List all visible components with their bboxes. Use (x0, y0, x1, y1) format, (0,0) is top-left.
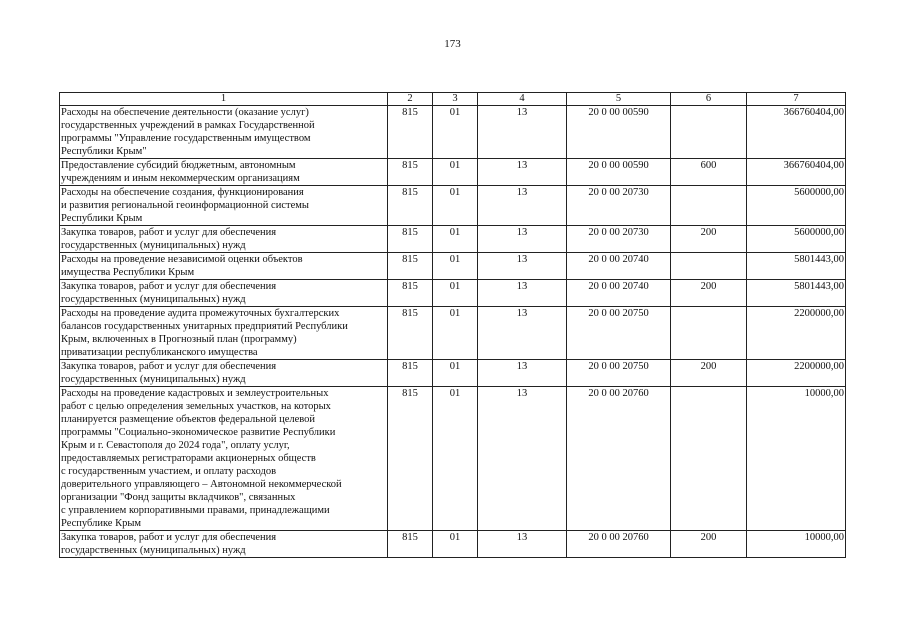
table-row (60, 186, 846, 226)
column-header: 7 (747, 93, 846, 106)
page-number: 173 (444, 38, 461, 50)
subsection-cell: 13 (478, 280, 567, 307)
section-cell: 01 (433, 106, 478, 159)
subsection-cell: 13 (478, 106, 567, 159)
section-cell: 01 (433, 226, 478, 253)
section-cell: 01 (433, 360, 478, 387)
target-article-cell: 20 0 00 20740 (567, 280, 671, 307)
expense-kind-cell: 200 (671, 360, 747, 387)
expense-kind-cell (671, 106, 747, 159)
column-header: 4 (478, 93, 567, 106)
subsection-cell: 13 (478, 531, 567, 558)
subsection-cell: 13 (478, 186, 567, 226)
expense-kind-cell: 200 (671, 531, 747, 558)
amount-cell: 5801443,00 (747, 253, 846, 280)
expense-kind-cell: 600 (671, 159, 747, 186)
amount-cell: 2200000,00 (747, 360, 846, 387)
expense-name-cell: Расходы на обеспечение деятельности (оказание услуг) государственных учреждений в рамках Государственной программы "Управление государственным имуществом Республики Крым" (60, 106, 388, 159)
section-cell: 01 (433, 186, 478, 226)
ministry-code-cell: 815 (388, 531, 433, 558)
ministry-code-cell: 815 (388, 253, 433, 280)
ministry-code-cell: 815 (388, 106, 433, 159)
budget-table (59, 92, 846, 558)
expense-name-cell: Закупка товаров, работ и услуг для обеспечения государственных (муниципальных) нужд (60, 360, 388, 387)
table-row (60, 360, 846, 387)
table-row (60, 159, 846, 186)
ministry-code-cell: 815 (388, 226, 433, 253)
section-cell: 01 (433, 253, 478, 280)
ministry-code-cell: 815 (388, 307, 433, 360)
target-article-cell: 20 0 00 20730 (567, 186, 671, 226)
subsection-cell: 13 (478, 387, 567, 531)
target-article-cell: 20 0 00 00590 (567, 159, 671, 186)
expense-kind-cell: 200 (671, 226, 747, 253)
expense-kind-cell (671, 253, 747, 280)
amount-cell: 10000,00 (747, 387, 846, 531)
column-header: 5 (567, 93, 671, 106)
section-cell: 01 (433, 159, 478, 186)
section-cell: 01 (433, 307, 478, 360)
subsection-cell: 13 (478, 159, 567, 186)
table-row (60, 253, 846, 280)
table-row (60, 280, 846, 307)
target-article-cell: 20 0 00 20740 (567, 253, 671, 280)
column-header: 1 (60, 93, 388, 106)
table-row (60, 307, 846, 360)
ministry-code-cell: 815 (388, 387, 433, 531)
column-header: 6 (671, 93, 747, 106)
subsection-cell: 13 (478, 226, 567, 253)
target-article-cell: 20 0 00 20730 (567, 226, 671, 253)
expense-name-cell: Закупка товаров, работ и услуг для обеспечения государственных (муниципальных) нужд (60, 280, 388, 307)
target-article-cell: 20 0 00 20750 (567, 307, 671, 360)
amount-cell: 5600000,00 (747, 186, 846, 226)
ministry-code-cell: 815 (388, 280, 433, 307)
expense-kind-cell (671, 186, 747, 226)
amount-cell: 10000,00 (747, 531, 846, 558)
section-cell: 01 (433, 387, 478, 531)
expense-name-cell: Расходы на обеспечение создания, функционирования и развития региональной геоинформационной системы Республики Крым (60, 186, 388, 226)
amount-cell: 2200000,00 (747, 307, 846, 360)
subsection-cell: 13 (478, 253, 567, 280)
ministry-code-cell: 815 (388, 159, 433, 186)
section-cell: 01 (433, 531, 478, 558)
ministry-code-cell: 815 (388, 360, 433, 387)
header-row (60, 93, 846, 106)
table-body (60, 106, 846, 558)
expense-name-cell: Расходы на проведение аудита промежуточных бухгалтерских балансов государственных унитарных предприятий Республики Крым, включенных в Прогнозный план (программу) приватизации республиканского имущества (60, 307, 388, 360)
ministry-code-cell: 815 (388, 186, 433, 226)
table-row (60, 387, 846, 531)
section-cell: 01 (433, 280, 478, 307)
target-article-cell: 20 0 00 20750 (567, 360, 671, 387)
table-row (60, 531, 846, 558)
target-article-cell: 20 0 00 20760 (567, 387, 671, 531)
expense-name-cell: Расходы на проведение кадастровых и землеустроительных работ с целью определения земельных участков, на которых планируется размещение объектов федеральной целевой программы "Социально-экономическое развитие Республики Крым и г. Севастополя до 2024 года", оплату услуг, предоставляемых регистраторами акционерных обществ с государственным участием, и оплату расходов доверительного управляющего – Автономной некоммерческой организации "Фонд защиты вкладчиков", связанных с управлением корпоративными правами, принадлежащими Республике Крым (60, 387, 388, 531)
expense-kind-cell (671, 307, 747, 360)
amount-cell: 5600000,00 (747, 226, 846, 253)
subsection-cell: 13 (478, 307, 567, 360)
expense-kind-cell: 200 (671, 280, 747, 307)
expense-name-cell: Закупка товаров, работ и услуг для обеспечения государственных (муниципальных) нужд (60, 226, 388, 253)
expense-name-cell: Расходы на проведение независимой оценки объектов имущества Республики Крым (60, 253, 388, 280)
expense-name-cell: Предоставление субсидий бюджетным, автономным учреждениям и иным некоммерческим организациям (60, 159, 388, 186)
table-row (60, 226, 846, 253)
amount-cell: 366760404,00 (747, 159, 846, 186)
column-header: 3 (433, 93, 478, 106)
table-row (60, 106, 846, 159)
amount-cell: 5801443,00 (747, 280, 846, 307)
subsection-cell: 13 (478, 360, 567, 387)
target-article-cell: 20 0 00 20760 (567, 531, 671, 558)
target-article-cell: 20 0 00 00590 (567, 106, 671, 159)
expense-kind-cell (671, 387, 747, 531)
column-header: 2 (388, 93, 433, 106)
expense-name-cell: Закупка товаров, работ и услуг для обеспечения государственных (муниципальных) нужд (60, 531, 388, 558)
amount-cell: 366760404,00 (747, 106, 846, 159)
